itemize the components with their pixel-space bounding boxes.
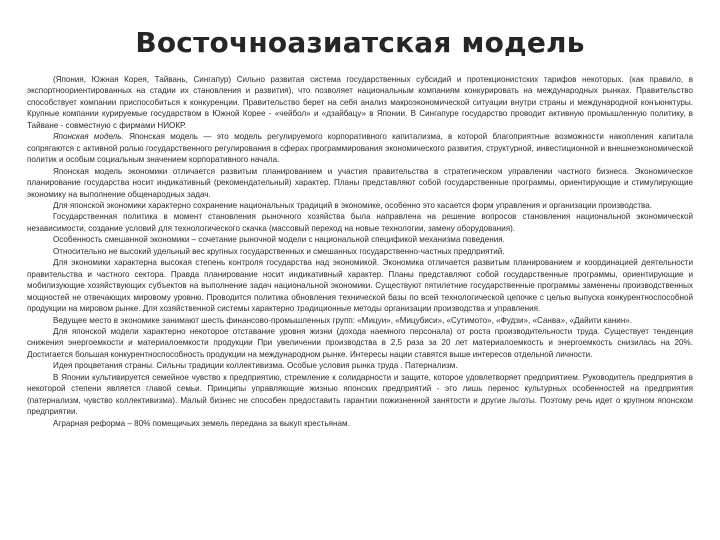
paragraph-9: Ведущее место в экономике занимают шесть финансово-промышленных групп: «Мицуи», «Мицубиси», «Сутимото», «Фудзи», «Санва», «Дайити канин». [53, 315, 633, 325]
paragraph-12: В Японии культивируется семейное чувство к предприятию, стремление к солидарности и защите, которое удовлетворяет предприятием. Руководитель предприятия в некоторой степени является главой семьи. Принципы управляющие жизнью японских предприятий - это лишь перенос культурных особенностей на предприятия (патернализм, чувство коллективизма). Малый бизнес не способен предоставить гарантии пожизненной занятости и другие льготы. Поэтому речь идет о крупном японском предприятии. [27, 372, 693, 417]
paragraph-5: Государственная политика в момент становления рыночного хозяйства была направлена на решение вопросов становления национальной экономической независимости, создание условий для технологического скачка (массовый переход на новые технологии, замену оборудования). [27, 212, 693, 233]
paragraph-11: Идея процветания страны. Сильны традиции коллективизма. Особые условия рынка труда . Патернализм. [53, 361, 458, 371]
paragraph-1: (Япония, Южная Корея, Тайвань, Сингапур) Сильно развитая система государственных субсидий и протекционистских тарифов некоторых. (как правило, в экспортноориентированных на стадии их становления и развития), что позволяет национальным компаниям конкурировать на международных рынках. Правительство способствует компании приспособиться к конкуренции. Правительство берет на себя анализ макроэкономической ситуации внутри страны и международной конъюнктуры. Крупные компании курируемые государством в Южной Корее - «чейбол» и «дзайбацу» в Японии. В Сингапуре государство проводит активную промышленную политику, в Тайване - совместную с фирмами НИОКР. [27, 75, 693, 130]
paragraph-8: Для экономики характерна высокая степень контроля государства над экономикой. Экономика отличается развитым планированием и координацией деятельности правительства и частного сектора. Правда планирование носит индикативный характер. Планы представляют собой государственные программы, ориентирующие и мобилизующие хозяйствующих субъектов на выполнение задач национальной экономики. Существуют пятилетние государственные программы заменены производственных мощностей не отвечающих мировому уровню. Проводится политика обновления технической базы по всей технологической цепочке с целью выпуска конкурентноспособной продукции на мировом рынке. Для хозяйственной системы характерно традиционные методы организации производства и управления. [27, 258, 693, 314]
paragraph-2-lead: Японская модель. [53, 132, 124, 142]
paragraph-10: Для японской модели характерно некоторое отставание уровня жизни (дохода наемного персонала) от роста производительности труда. Существует тенденция снижения энергоемкости и материалоемкости продукции При увеличении производства в 2,5 раза за 20 лет материалоемкость и энергоемкость снизилась на 20%. Достигается большая конкурентноспособность продукции на международном рынке. Интересы нации ставятся выше интересов отдельной личности. [27, 326, 693, 359]
body-text [27, 74, 693, 429]
paragraph-6: Особенность смешанной экономики – сочетание рыночной модели с национальной спецификой механизма поведения. [53, 235, 505, 245]
paragraph-7: Относительно не высокий удельный вес крупных государственных и смешанных государственно-частных предприятий. [53, 246, 505, 256]
paragraph-13: Аграрная реформа – 80% помещичьих земель передана за выкуп крестьянам. [53, 418, 350, 428]
paragraph-4: Для японской экономики характерно сохранение национальных традиций в экономике, особенно это касается форм управления и организации производства. [53, 200, 653, 210]
paragraph-2: Японская модель. Японская модель — это модель регулируемого корпоративного капитализма, в которой благоприятные возможности накопления капитала сопрягаются с активной ролью государственного регулирования в сферах программирования экономического развития, структурной, инвестиционной и внешнеэкономической политик и особым социальным значением корпоративного начала. [27, 132, 693, 165]
page-title: Восточноазиатская модель [135, 26, 585, 59]
paragraph-3: Японская модель экономики отличается развитым планированием и участия правительства в стратегическом управлении частного бизнеса. Экономическое планирование государства носит индикативный (рекомендательный) характер. Планы представляют собой государственные программы, ориентирующие и стимулирующие экономику на выполнение общенародных задач. [27, 166, 693, 199]
